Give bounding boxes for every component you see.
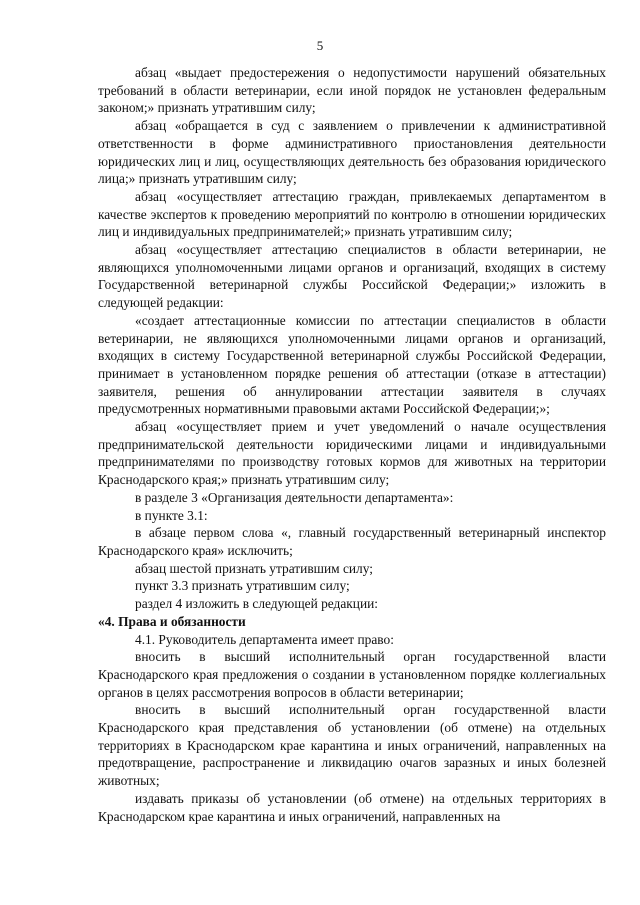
page-number: 5 xyxy=(316,38,324,53)
section-heading: «4. Права и обязанности xyxy=(98,613,246,629)
paragraph: издавать приказы об установлении (об отмене) на отдельных территориях в Краснодарском крае карантина и иных ограничений, направленных на xyxy=(98,790,606,824)
paragraph: абзац шестой признать утратившим силу; xyxy=(135,560,373,576)
paragraph: в разделе 3 «Организация деятельности департамента»: xyxy=(135,489,454,505)
paragraph: абзац «выдает предостережения о недопустимости нарушений обязательных требований в области ветеринарии, если иной порядок не установлен федеральным законом;» признать утратившим силу; xyxy=(98,65,606,116)
paragraph: вносить в высший исполнительный орган государственной власти Краснодарского края предложения о создании в установленном порядке коллегиальных органов в целях рассмотрения вопросов в области ветеринарии; xyxy=(98,649,606,700)
paragraph: абзац «осуществляет аттестацию специалистов в области ветеринарии, не являющихся уполномоченными лицами органов и организаций, входящих в систему Государственной ветеринарной службы Российской Федерации;» изложить в следующей редакции: xyxy=(98,242,606,311)
paragraph: в абзаце первом слова «, главный государственный ветеринарный инспектор Краснодарского края» исключить; xyxy=(98,525,606,558)
paragraph: раздел 4 изложить в следующей редакции: xyxy=(135,596,379,612)
paragraph: в пункте 3.1: xyxy=(135,507,208,523)
paragraph: «создает аттестационные комиссии по аттестации специалистов в области ветеринарии, не являющихся уполномоченными лицами органов и организаций, входящих в систему Государственной ветеринарной службы Российской Федерации, принимает в установленном порядке решения об аттестации (отказе в аттестации) заявителя, решения об аннулировании аттестации заявителя в случаях предусмотренных нормативными правовыми актами Российской Федерации;»; xyxy=(98,312,606,417)
paragraph: 4.1. Руководитель департамента имеет право: xyxy=(135,631,394,647)
document-body xyxy=(98,64,606,825)
paragraph: абзац «осуществляет аттестацию граждан, привлекаемых департаментом в качестве экспертов к проведению мероприятий по контролю в отношении юридических лиц и индивидуальных предпринимателей;» признать утратившим силу; xyxy=(98,188,606,240)
paragraph: вносить в высший исполнительный орган государственной власти Краснодарского края представления об установлении (об отмене) на отдельных территориях в Краснодарском крае карантина и иных ограничений, направленных на предотвращение, распространение и ликвидацию очагов заразных и иных болезней животных; xyxy=(98,702,606,789)
paragraph: пункт 3.3 признать утратившим силу; xyxy=(135,578,350,594)
paragraph: абзац «осуществляет прием и учет уведомлений о начале осуществления предпринимательской деятельности юридическими лицами и индивидуальными предпринимателями по производству готовых кормов для животных на территории Краснодарского края;» признать утратившим силу; xyxy=(98,419,606,488)
paragraph: абзац «обращается в суд с заявлением о привлечении к административной ответственности в форме административного приостановления деятельности юридических лиц и лиц, осуществляющих деятельность без образования юридического лица;» признать утратившим силу; xyxy=(98,118,606,187)
